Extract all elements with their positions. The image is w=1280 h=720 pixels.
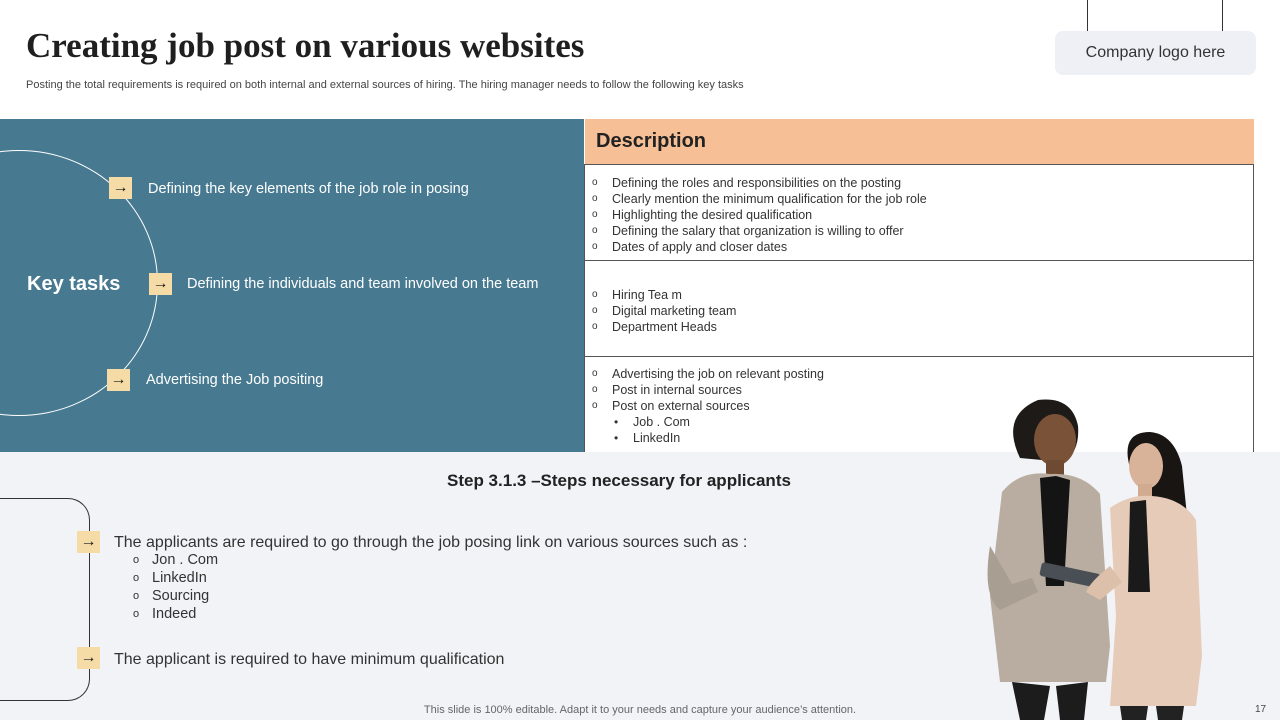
applicants-bracket	[0, 498, 90, 701]
list-item: o Indeed	[133, 606, 197, 622]
list-item: o Clearly mention the minimum qualification for the job role	[592, 192, 927, 206]
description-header-text: Description	[596, 130, 707, 152]
list-item: o Sourcing	[133, 588, 210, 604]
list-item: o Defining the salary that organization is willing to offer	[592, 224, 904, 238]
applicant-point-2: The applicant is required to have minimum qualification	[114, 651, 505, 668]
list-item: o Highlighting the desired qualification	[592, 208, 813, 222]
list-item: • Job . Com	[614, 415, 690, 429]
key-tasks-label: Key tasks	[27, 273, 121, 295]
footer-note: This slide is 100% editable. Adapt it to your needs and capture your audience’s attention.	[423, 704, 857, 716]
list-item: o Defining the roles and responsibilities on the posting	[592, 176, 902, 190]
key-task-3: Advertising the Job positing	[146, 372, 324, 388]
step-title: Step 3.1.3 –Steps necessary for applicants	[447, 471, 791, 490]
sources-list	[133, 551, 218, 623]
list-item: o Dates of apply and closer dates	[592, 240, 788, 254]
applicant-point-1: The applicants are required to go through the job posing link on various sources such as :	[114, 534, 748, 551]
arrow-right-icon: →	[77, 647, 100, 669]
list-item: o Digital marketing team	[592, 304, 737, 318]
description-box-1	[584, 164, 1254, 261]
logo-hanger-lines	[1087, 0, 1223, 31]
two-women-photo	[960, 396, 1230, 720]
arrow-right-icon: →	[77, 531, 100, 553]
key-task-1: Defining the key elements of the job role in posing	[148, 181, 469, 197]
list-item: o Advertising the job on relevant posting	[592, 367, 824, 381]
key-task-2: Defining the individuals and team involved on the team	[187, 276, 539, 292]
arrow-right-icon: →	[109, 177, 132, 199]
arrow-right-icon: →	[107, 369, 130, 391]
page-number: 17	[1255, 704, 1267, 715]
company-logo-placeholder: Company logo here	[1055, 31, 1256, 75]
list-item: • LinkedIn	[614, 431, 681, 445]
slide-subtitle: Posting the total requirements is required on both internal and external sources of hiring. The hiring manager needs to follow the following key tasks	[26, 79, 744, 91]
list-item: o Post on external sources	[592, 399, 750, 413]
list-item: o Department Heads	[592, 320, 717, 334]
list-item: o Hiring Tea m	[592, 288, 682, 302]
list-item: o Post in internal sources	[592, 383, 742, 397]
list-item: o Jon . Com	[133, 552, 219, 568]
description-box-2	[584, 260, 1254, 357]
description-header	[585, 119, 1254, 164]
slide-title: Creating job post on various websites	[26, 26, 585, 65]
list-item: o LinkedIn	[133, 570, 207, 586]
arrow-right-icon: →	[149, 273, 172, 295]
